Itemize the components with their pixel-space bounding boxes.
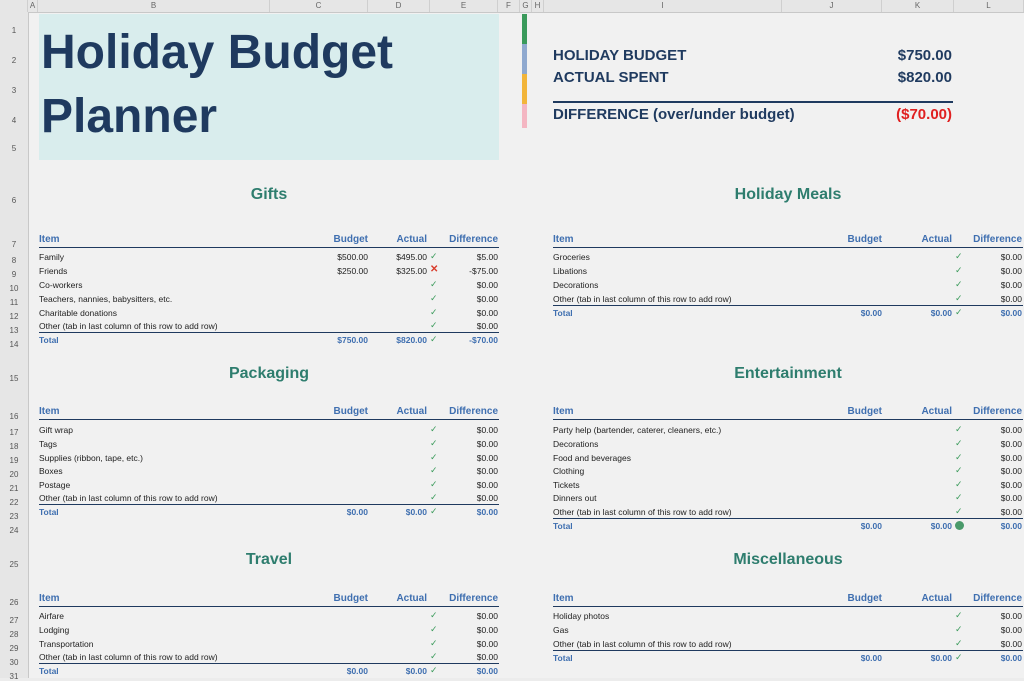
difference-label: DIFFERENCE (over/under budget) [553, 106, 795, 123]
check-icon: ✓ [955, 610, 963, 620]
table-cell-actual[interactable]: $495.00 [396, 252, 427, 262]
column-header-b[interactable]: B [38, 0, 270, 12]
row-header[interactable]: 14 [9, 340, 19, 349]
header-actual: Actual [921, 406, 952, 417]
header-actual: Actual [921, 593, 952, 604]
total-actual[interactable]: $0.00 [930, 308, 952, 318]
row-header[interactable]: 23 [9, 512, 19, 521]
table-cell-item[interactable]: Food and beverages [553, 453, 631, 463]
table-cell-actual[interactable]: $325.00 [396, 266, 427, 276]
column-header-e[interactable]: E [430, 0, 498, 12]
check-icon: ✓ [430, 452, 438, 462]
check-icon: ✓ [430, 251, 438, 261]
total-difference[interactable]: -$70.00 [469, 335, 498, 345]
table-cell-difference[interactable]: $0.00 [476, 308, 498, 318]
column-header-l[interactable]: L [954, 0, 1024, 12]
header-item: Item [39, 593, 60, 604]
check-icon: ✓ [955, 279, 963, 289]
check-icon: ✓ [955, 293, 963, 303]
table-cell-item[interactable]: Teachers, nannies, babysitters, etc. [39, 294, 173, 304]
table-cell-item[interactable]: Boxes [39, 466, 63, 476]
row-header[interactable]: 12 [9, 312, 19, 321]
check-icon: ✓ [430, 651, 438, 661]
table-cell-item[interactable]: Lodging [39, 625, 70, 635]
check-icon: ✓ [430, 624, 438, 634]
table-cell-item[interactable]: Gas [553, 625, 569, 635]
total-difference[interactable]: $0.00 [1000, 653, 1022, 663]
table-cell-item[interactable]: Postage [39, 480, 71, 490]
table-cell-difference[interactable]: $0.00 [1000, 611, 1022, 621]
table-cell-budget[interactable]: $500.00 [337, 252, 368, 262]
page-title-line-1: Holiday Budget [41, 26, 394, 79]
table-cell-item[interactable]: Co-workers [39, 280, 83, 290]
total-divider [39, 663, 499, 664]
table-cell-item[interactable]: Tickets [553, 480, 580, 490]
table-cell-item[interactable]: Other (tab in last column of this row to add row) [39, 493, 218, 503]
table-cell-item[interactable]: Tags [39, 439, 57, 449]
table-cell-difference[interactable]: $0.00 [1000, 266, 1022, 276]
total-actual[interactable]: $0.00 [930, 521, 952, 531]
holiday-budget-value[interactable]: $750.00 [897, 47, 952, 64]
row-header[interactable]: 20 [9, 470, 19, 479]
section-title-miscellaneous: Miscellaneous [733, 551, 843, 568]
total-actual[interactable]: $820.00 [396, 335, 427, 345]
header-underline [39, 419, 499, 420]
row-header[interactable]: 8 [11, 256, 17, 265]
column-header-h[interactable]: H [532, 0, 544, 12]
check-icon: ✓ [430, 307, 438, 317]
total-label: Total [553, 653, 573, 663]
check-icon: ✓ [955, 638, 963, 648]
header-difference: Difference [973, 234, 1022, 245]
accent-bar-blue [522, 44, 527, 74]
table-cell-item[interactable]: Libations [553, 266, 588, 276]
table-cell-difference[interactable]: $0.00 [1000, 480, 1022, 490]
check-icon: ✓ [430, 293, 438, 303]
column-header-d[interactable]: D [368, 0, 430, 12]
table-cell-budget[interactable]: $250.00 [337, 266, 368, 276]
table-cell-item[interactable]: Other (tab in last column of this row to add row) [553, 507, 732, 517]
table-cell-difference[interactable]: $0.00 [1000, 507, 1022, 517]
table-cell-item[interactable]: Other (tab in last column of this row to add row) [553, 639, 732, 649]
row-header[interactable]: 29 [9, 644, 19, 653]
check-icon: ✓ [955, 624, 963, 634]
table-cell-difference[interactable]: $0.00 [476, 425, 498, 435]
column-header-bar [0, 0, 1024, 13]
table-cell-difference[interactable]: $0.00 [1000, 639, 1022, 649]
header-actual: Actual [396, 593, 427, 604]
header-item: Item [553, 593, 574, 604]
table-cell-difference[interactable]: $5.00 [476, 252, 498, 262]
header-item: Item [39, 406, 60, 417]
total-label: Total [39, 666, 59, 676]
check-icon: ✓ [955, 479, 963, 489]
row-header[interactable]: 5 [11, 144, 17, 153]
row-header[interactable]: 25 [9, 560, 19, 569]
check-icon: ✓ [430, 334, 438, 344]
table-cell-difference[interactable]: $0.00 [476, 625, 498, 635]
header-budget: Budget [333, 406, 368, 417]
check-icon: ✓ [955, 492, 963, 502]
row-header[interactable]: 22 [9, 498, 19, 507]
row-header[interactable]: 1 [11, 26, 17, 35]
header-budget: Budget [847, 234, 882, 245]
header-difference: Difference [449, 593, 498, 604]
total-difference[interactable]: $0.00 [476, 666, 498, 676]
total-divider [39, 504, 499, 505]
table-cell-difference[interactable]: $0.00 [1000, 425, 1022, 435]
table-cell-difference[interactable]: $0.00 [476, 453, 498, 463]
total-difference[interactable]: $0.00 [1000, 308, 1022, 318]
table-cell-difference[interactable]: $0.00 [1000, 294, 1022, 304]
total-budget[interactable]: $0.00 [860, 653, 882, 663]
header-budget: Budget [847, 406, 882, 417]
section-title-packaging: Packaging [228, 365, 310, 382]
table-cell-difference[interactable]: $0.00 [476, 439, 498, 449]
check-icon: ✓ [430, 665, 438, 675]
row-header[interactable]: 7 [11, 240, 17, 249]
total-divider [553, 650, 1023, 651]
total-budget[interactable]: $0.00 [346, 666, 368, 676]
table-cell-item[interactable]: Clothing [553, 466, 585, 476]
row-header[interactable]: 30 [9, 658, 19, 667]
row-header[interactable]: 28 [9, 630, 19, 639]
column-header-i[interactable]: I [544, 0, 782, 12]
table-cell-difference[interactable]: $0.00 [1000, 252, 1022, 262]
check-icon: ✓ [430, 506, 438, 516]
status-dot-icon [955, 521, 964, 530]
header-actual: Actual [921, 234, 952, 245]
header-item: Item [39, 234, 60, 245]
section-title-holiday-meals: Holiday Meals [734, 186, 842, 203]
table-cell-item[interactable]: Holiday photos [553, 611, 610, 621]
row-header[interactable]: 26 [9, 598, 19, 607]
check-icon: ✓ [430, 320, 438, 330]
check-icon: ✓ [430, 479, 438, 489]
check-icon: ✓ [955, 424, 963, 434]
header-underline [553, 606, 1023, 607]
table-cell-difference[interactable]: $0.00 [476, 321, 498, 331]
difference-value[interactable]: ($70.00) [896, 106, 952, 123]
row-header[interactable]: 17 [9, 428, 19, 437]
check-icon: ✓ [430, 424, 438, 434]
row-header[interactable]: 21 [9, 484, 19, 493]
table-cell-difference[interactable]: $0.00 [1000, 625, 1022, 635]
table-cell-item[interactable]: Other (tab in last column of this row to add row) [39, 652, 218, 662]
header-budget: Budget [333, 593, 368, 604]
row-header[interactable]: 19 [9, 456, 19, 465]
table-cell-item[interactable]: Other (tab in last column of this row to add row) [39, 321, 218, 331]
table-cell-difference[interactable]: $0.00 [1000, 280, 1022, 290]
table-cell-item[interactable]: Decorations [553, 439, 599, 449]
check-icon: ✓ [955, 506, 963, 516]
check-icon: ✓ [955, 452, 963, 462]
total-label: Total [553, 308, 573, 318]
header-difference: Difference [449, 406, 498, 417]
check-icon: ✓ [430, 610, 438, 620]
table-cell-difference[interactable]: $0.00 [476, 611, 498, 621]
row-header[interactable]: 24 [9, 526, 19, 535]
check-icon: ✓ [430, 465, 438, 475]
table-cell-difference[interactable]: $0.00 [476, 280, 498, 290]
table-cell-item[interactable]: Airfare [39, 611, 65, 621]
x-icon: ✕ [430, 264, 439, 275]
header-actual: Actual [396, 406, 427, 417]
row-header[interactable]: 27 [9, 616, 19, 625]
header-item: Item [553, 406, 574, 417]
check-icon: ✓ [955, 251, 963, 261]
accent-bar-green [522, 14, 527, 44]
header-underline [553, 247, 1023, 248]
header-underline [553, 419, 1023, 420]
header-difference: Difference [973, 406, 1022, 417]
header-difference: Difference [449, 234, 498, 245]
column-header-f[interactable]: F [498, 0, 520, 12]
row-header[interactable]: 11 [9, 298, 19, 307]
header-underline [39, 606, 499, 607]
row-header[interactable]: 2 [11, 56, 17, 65]
column-header-g[interactable]: G [520, 0, 532, 12]
total-divider [39, 332, 499, 333]
header-item: Item [553, 234, 574, 245]
check-icon: ✓ [430, 279, 438, 289]
column-header-c[interactable]: C [270, 0, 368, 12]
table-cell-difference[interactable]: -$75.00 [469, 266, 498, 276]
total-divider [553, 305, 1023, 306]
row-header[interactable]: 6 [11, 196, 17, 205]
accent-bar-orange [522, 74, 527, 104]
total-budget[interactable]: $0.00 [346, 507, 368, 517]
table-cell-difference[interactable]: $0.00 [1000, 466, 1022, 476]
section-title-gifts: Gifts [250, 186, 288, 203]
section-title-travel: Travel [245, 551, 293, 568]
row-header[interactable]: 18 [9, 442, 19, 451]
row-header[interactable]: 9 [11, 270, 17, 279]
total-divider [553, 518, 1023, 519]
row-header[interactable]: 31 [9, 672, 19, 681]
check-icon: ✓ [955, 265, 963, 275]
header-underline [39, 247, 499, 248]
check-icon: ✓ [955, 307, 963, 317]
total-actual[interactable]: $0.00 [405, 507, 427, 517]
row-header[interactable]: 3 [11, 86, 17, 95]
table-cell-difference[interactable]: $0.00 [476, 294, 498, 304]
column-header-a[interactable]: A [28, 0, 38, 12]
column-header-k[interactable]: K [882, 0, 954, 12]
header-difference: Difference [973, 593, 1022, 604]
summary-divider [553, 101, 953, 103]
table-cell-item[interactable]: Groceries [553, 252, 590, 262]
total-difference[interactable]: $0.00 [476, 507, 498, 517]
total-actual[interactable]: $0.00 [930, 653, 952, 663]
check-icon: ✓ [430, 492, 438, 502]
section-title-entertainment: Entertainment [734, 365, 842, 382]
row-header[interactable]: 10 [9, 284, 19, 293]
table-cell-item[interactable]: Supplies (ribbon, tape, etc.) [39, 453, 143, 463]
check-icon: ✓ [430, 638, 438, 648]
table-cell-item[interactable]: Family [39, 252, 65, 262]
check-icon: ✓ [430, 438, 438, 448]
page-title-line-2: Planner [41, 90, 218, 143]
row-header[interactable]: 16 [9, 412, 19, 421]
actual-spent-value[interactable]: $820.00 [897, 69, 952, 86]
check-icon: ✓ [955, 465, 963, 475]
accent-bar-pink [522, 104, 527, 128]
table-cell-difference[interactable]: $0.00 [476, 466, 498, 476]
table-cell-difference[interactable]: $0.00 [476, 480, 498, 490]
column-header-j[interactable]: J [782, 0, 882, 12]
holiday-budget-label: HOLIDAY BUDGET [553, 47, 687, 64]
select-all-corner[interactable] [0, 0, 28, 12]
total-label: Total [39, 335, 59, 345]
table-cell-difference[interactable]: $0.00 [1000, 453, 1022, 463]
table-cell-difference[interactable]: $0.00 [1000, 493, 1022, 503]
table-cell-item[interactable]: Other (tab in last column of this row to add row) [553, 294, 732, 304]
table-cell-difference[interactable]: $0.00 [476, 639, 498, 649]
header-actual: Actual [396, 234, 427, 245]
actual-spent-label: ACTUAL SPENT [553, 69, 669, 86]
table-cell-item[interactable]: Party help (bartender, caterer, cleaners, etc.) [553, 425, 722, 435]
table-cell-difference[interactable]: $0.00 [476, 652, 498, 662]
table-cell-item[interactable]: Decorations [553, 280, 599, 290]
row-header[interactable]: 13 [9, 326, 19, 335]
row-header[interactable]: 15 [9, 374, 19, 383]
total-label: Total [39, 507, 59, 517]
table-cell-difference[interactable]: $0.00 [476, 493, 498, 503]
header-budget: Budget [847, 593, 882, 604]
total-budget[interactable]: $0.00 [860, 521, 882, 531]
table-cell-difference[interactable]: $0.00 [1000, 439, 1022, 449]
table-cell-item[interactable]: Dinners out [553, 493, 597, 503]
total-label: Total [553, 521, 573, 531]
total-actual[interactable]: $0.00 [405, 666, 427, 676]
row-header-bar [0, 12, 29, 681]
header-budget: Budget [333, 234, 368, 245]
check-icon: ✓ [955, 438, 963, 448]
table-cell-item[interactable]: Friends [39, 266, 68, 276]
total-budget[interactable]: $0.00 [860, 308, 882, 318]
check-icon: ✓ [955, 652, 963, 662]
row-header[interactable]: 4 [11, 116, 17, 125]
table-cell-item[interactable]: Gift wrap [39, 425, 74, 435]
total-difference[interactable]: $0.00 [1000, 521, 1022, 531]
total-budget[interactable]: $750.00 [337, 335, 368, 345]
table-cell-item[interactable]: Charitable donations [39, 308, 117, 318]
table-cell-item[interactable]: Transportation [39, 639, 94, 649]
